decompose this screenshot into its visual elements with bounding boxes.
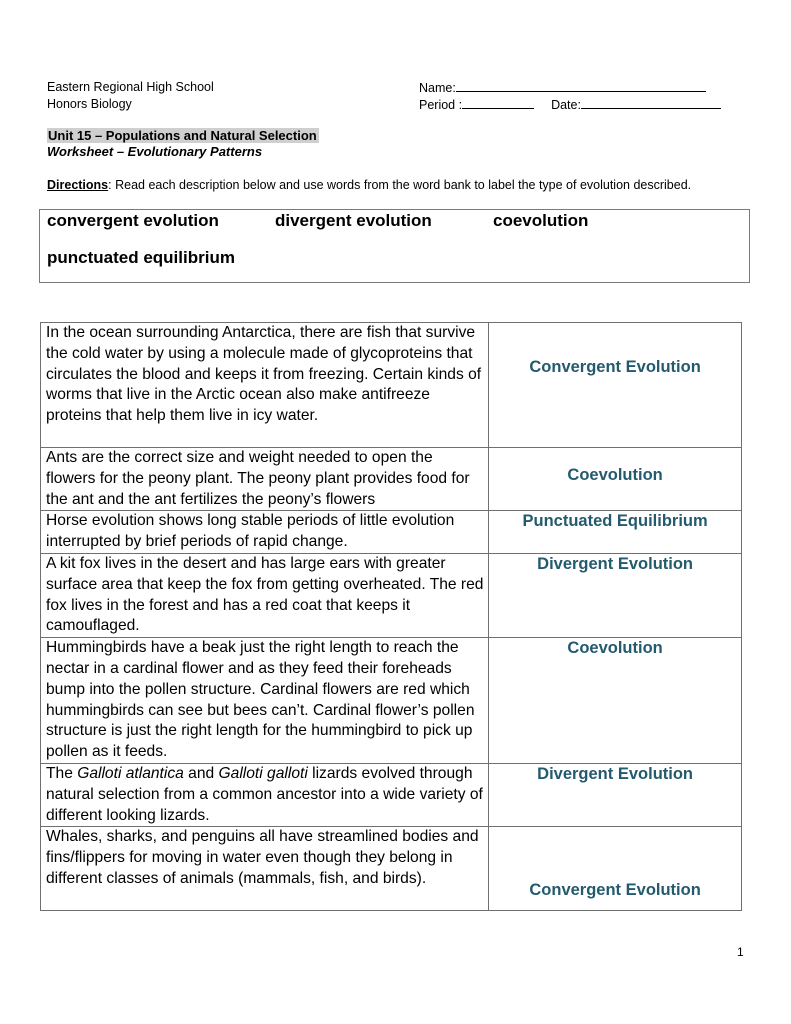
word-bank-item: punctuated equilibrium xyxy=(47,248,235,267)
description-cell: In the ocean surrounding Antarctica, there are fish that survive the cold water by using a molecule made of glycoproteins that circulates the blood and keeps it from freezing. Certain kinds of worms that live in the Arctic ocean also make antifreeze proteins that help them live in icy water. xyxy=(41,323,489,448)
period-blank[interactable] xyxy=(462,96,534,109)
answer-cell[interactable]: Punctuated Equilibrium xyxy=(489,511,742,554)
period-date-fields xyxy=(419,96,721,114)
name-blank[interactable] xyxy=(456,79,706,92)
description-cell: Whales, sharks, and penguins all have streamlined bodies and fins/flippers for moving in water even though they belong in different classes of animals (mammals, fish, and birds). xyxy=(41,827,489,911)
school-name: Eastern Regional High School xyxy=(47,80,214,94)
directions-label: Directions xyxy=(47,178,109,192)
worksheet-table xyxy=(40,322,742,911)
date-blank[interactable] xyxy=(581,96,721,109)
answer-cell[interactable]: Divergent Evolution xyxy=(489,763,742,826)
species-name: Galloti atlantica xyxy=(77,764,184,782)
table-row xyxy=(41,827,742,911)
answer-cell[interactable]: Coevolution xyxy=(489,638,742,764)
course-name: Honors Biology xyxy=(47,97,132,111)
name-field[interactable] xyxy=(419,79,706,97)
description-cell: A kit fox lives in the desert and has large ears with greater surface area that keep the fox from getting overheated. The red fox lives in the forest and has a red coat that keeps it camouflaged. xyxy=(41,553,489,637)
directions-text: : Read each description below and use words from the word bank to label the type of evolution described. xyxy=(108,178,692,192)
answer-cell[interactable]: Divergent Evolution xyxy=(489,553,742,637)
description-cell: Ants are the correct size and weight needed to open the flowers for the peony plant. The peony plant provides food for the ant and the ant fertilizes the peony’s flowers xyxy=(41,448,489,511)
table-row xyxy=(41,638,742,764)
directions xyxy=(47,178,691,192)
word-bank-item: convergent evolution xyxy=(47,211,219,230)
name-label: Name: xyxy=(419,81,456,95)
worksheet-subtitle: Worksheet – Evolutionary Patterns xyxy=(47,144,263,159)
table-row xyxy=(41,323,742,448)
table-row xyxy=(41,511,742,554)
table-row xyxy=(41,448,742,511)
table-row xyxy=(41,553,742,637)
table-row xyxy=(41,763,742,826)
period-label: Period : xyxy=(419,98,463,112)
answer-cell[interactable]: Convergent Evolution xyxy=(489,323,742,448)
word-bank-item: divergent evolution xyxy=(275,211,432,230)
word-bank xyxy=(39,209,750,283)
description-cell: Horse evolution shows long stable periods of little evolution interrupted by brief periods of rapid change. xyxy=(41,511,489,554)
description-cell: The Galloti atlantica and Galloti galloti lizards evolved through natural selection from a common ancestor into a wide variety of different looking lizards. xyxy=(41,763,489,826)
species-name: Galloti galloti xyxy=(218,764,308,782)
title-block xyxy=(47,128,319,160)
unit-title: Unit 15 – Populations and Natural Selection xyxy=(48,128,317,143)
answer-cell[interactable]: Convergent Evolution xyxy=(489,827,742,911)
date-label: Date: xyxy=(551,98,581,112)
word-bank-item: coevolution xyxy=(493,211,589,230)
description-cell: Hummingbirds have a beak just the right length to reach the nectar in a cardinal flower and as they feed their foreheads bump into the pollen structure. Cardinal flowers are red which hummingbirds can see but bees can’t. Cardinal flower’s pollen structure is just the right length for the hummingbird to pick up pollen as it feeds. xyxy=(41,638,489,764)
page-number: 1 xyxy=(737,945,744,959)
answer-cell[interactable]: Coevolution xyxy=(489,448,742,511)
